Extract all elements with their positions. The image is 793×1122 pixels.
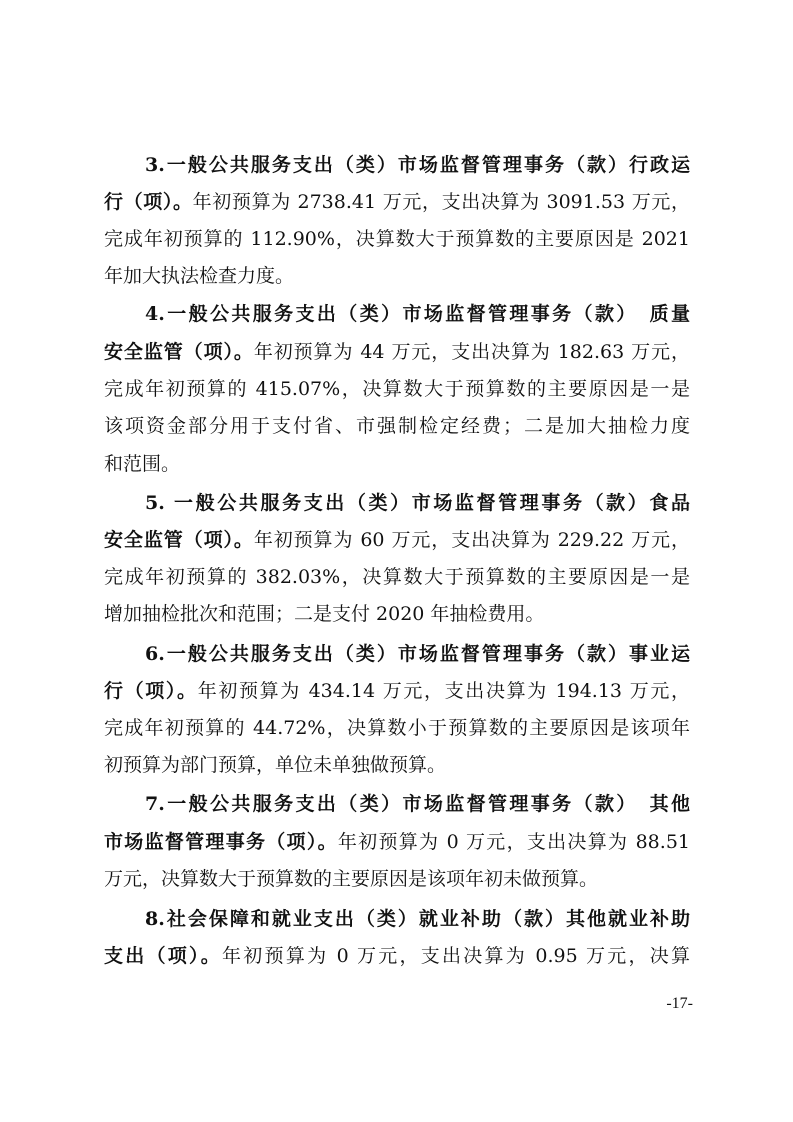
paragraph-6-text: 年初预算为 434.14 万元，支出决算为 194.13 万元，: [197, 680, 690, 702]
paragraph-3-heading-end: 行（项）。: [104, 191, 193, 213]
paragraph-8-heading-end: 支出（项）。: [104, 945, 223, 967]
page-number: -17-: [666, 995, 693, 1012]
paragraph-4-line-5: [104, 447, 690, 481]
paragraph-4-heading: 4.一般公共服务支出（类）市场监督管理事务（款） 质量: [145, 303, 690, 325]
paragraph-4-text: 和范围。: [104, 453, 181, 475]
paragraph-3-text: 完成年初预算的 112.90%，决算数大于预算数的主要原因是 2021: [104, 228, 690, 250]
paragraph-3-heading: 3.一般公共服务支出（类）市场监督管理事务（款）行政运: [145, 154, 690, 176]
paragraph-5-text: 年初预算为 60 万元，支出决算为 229.22 万元，: [253, 529, 690, 551]
paragraph-4-text: 年初预算为 44 万元，支出决算为 182.63 万元，: [253, 341, 690, 363]
paragraph-7-heading-end: 市场监督管理事务（项）。: [104, 831, 338, 853]
paragraph-7-heading: 7.一般公共服务支出（类）市场监督管理事务（款） 其他: [145, 793, 690, 815]
paragraph-5-line-4: [104, 597, 690, 631]
paragraph-6-line-2: [104, 674, 690, 708]
paragraph-6-line-4: [104, 748, 690, 782]
paragraph-6-text: 初预算为部门预算，单位未单独做预算。: [104, 754, 447, 776]
paragraph-6-heading-end: 行（项）。: [104, 680, 198, 702]
paragraph-3-line-1: [145, 148, 690, 182]
paragraph-7-text: 万元，决算数大于预算数的主要原因是该项年初未做预算。: [104, 868, 599, 890]
paragraph-3-line-4: [104, 259, 690, 293]
paragraph-5-line-1: [145, 486, 690, 520]
paragraph-7-line-3: [104, 862, 690, 896]
paragraph-8-heading: 8.社会保障和就业支出（类）就业补助（款）其他就业补助: [145, 908, 690, 930]
paragraph-6-heading: 6.一般公共服务支出（类）市场监督管理事务（款）事业运: [145, 643, 690, 665]
paragraph-4-line-2: [104, 335, 690, 369]
paragraph-6-line-3: [104, 711, 690, 745]
paragraph-4-text: 该项资金部分用于支付省、市强制检定经费；二是加大抽检力度: [104, 415, 690, 437]
paragraph-5-text: 增加抽检批次和范围；二是支付 2020 年抽检费用。: [104, 603, 545, 625]
paragraph-5-line-2: [104, 523, 690, 557]
paragraph-8-text: 年初预算为 0 万元，支出决算为 0.95 万元，决算: [222, 945, 690, 967]
paragraph-5-heading-end: 安全监管（项）。: [104, 529, 254, 551]
paragraph-7-line-2: [104, 825, 690, 859]
paragraph-5-heading: 5. 一般公共服务支出（类）市场监督管理事务（款）食品: [145, 492, 690, 514]
paragraph-6-text: 完成年初预算的 44.72%，决算数小于预算数的主要原因是该项年: [104, 717, 690, 739]
paragraph-5-line-3: [104, 560, 690, 594]
paragraph-4-text: 完成年初预算的 415.07%，决算数大于预算数的主要原因是一是: [104, 378, 690, 400]
paragraph-3-line-3: [104, 222, 690, 256]
paragraph-4-line-3: [104, 372, 690, 406]
paragraph-4-line-4: [104, 409, 690, 443]
paragraph-3-text: 年初预算为 2738.41 万元，支出决算为 3091.53 万元，: [192, 191, 690, 213]
paragraph-8-line-1: [145, 902, 690, 936]
paragraph-4-line-1: [145, 297, 690, 331]
paragraph-3-text: 年加大执法检查力度。: [104, 265, 295, 287]
paragraph-5-text: 完成年初预算的 382.03%，决算数大于预算数的主要原因是一是: [104, 566, 690, 588]
paragraph-7-text: 年初预算为 0 万元，支出决算为 88.51: [337, 831, 690, 853]
paragraph-3-line-2: [104, 185, 690, 219]
paragraph-7-line-1: [145, 787, 690, 821]
paragraph-8-line-2: [104, 939, 690, 973]
paragraph-6-line-1: [145, 637, 690, 671]
paragraph-4-heading-end: 安全监管（项）。: [104, 341, 254, 363]
